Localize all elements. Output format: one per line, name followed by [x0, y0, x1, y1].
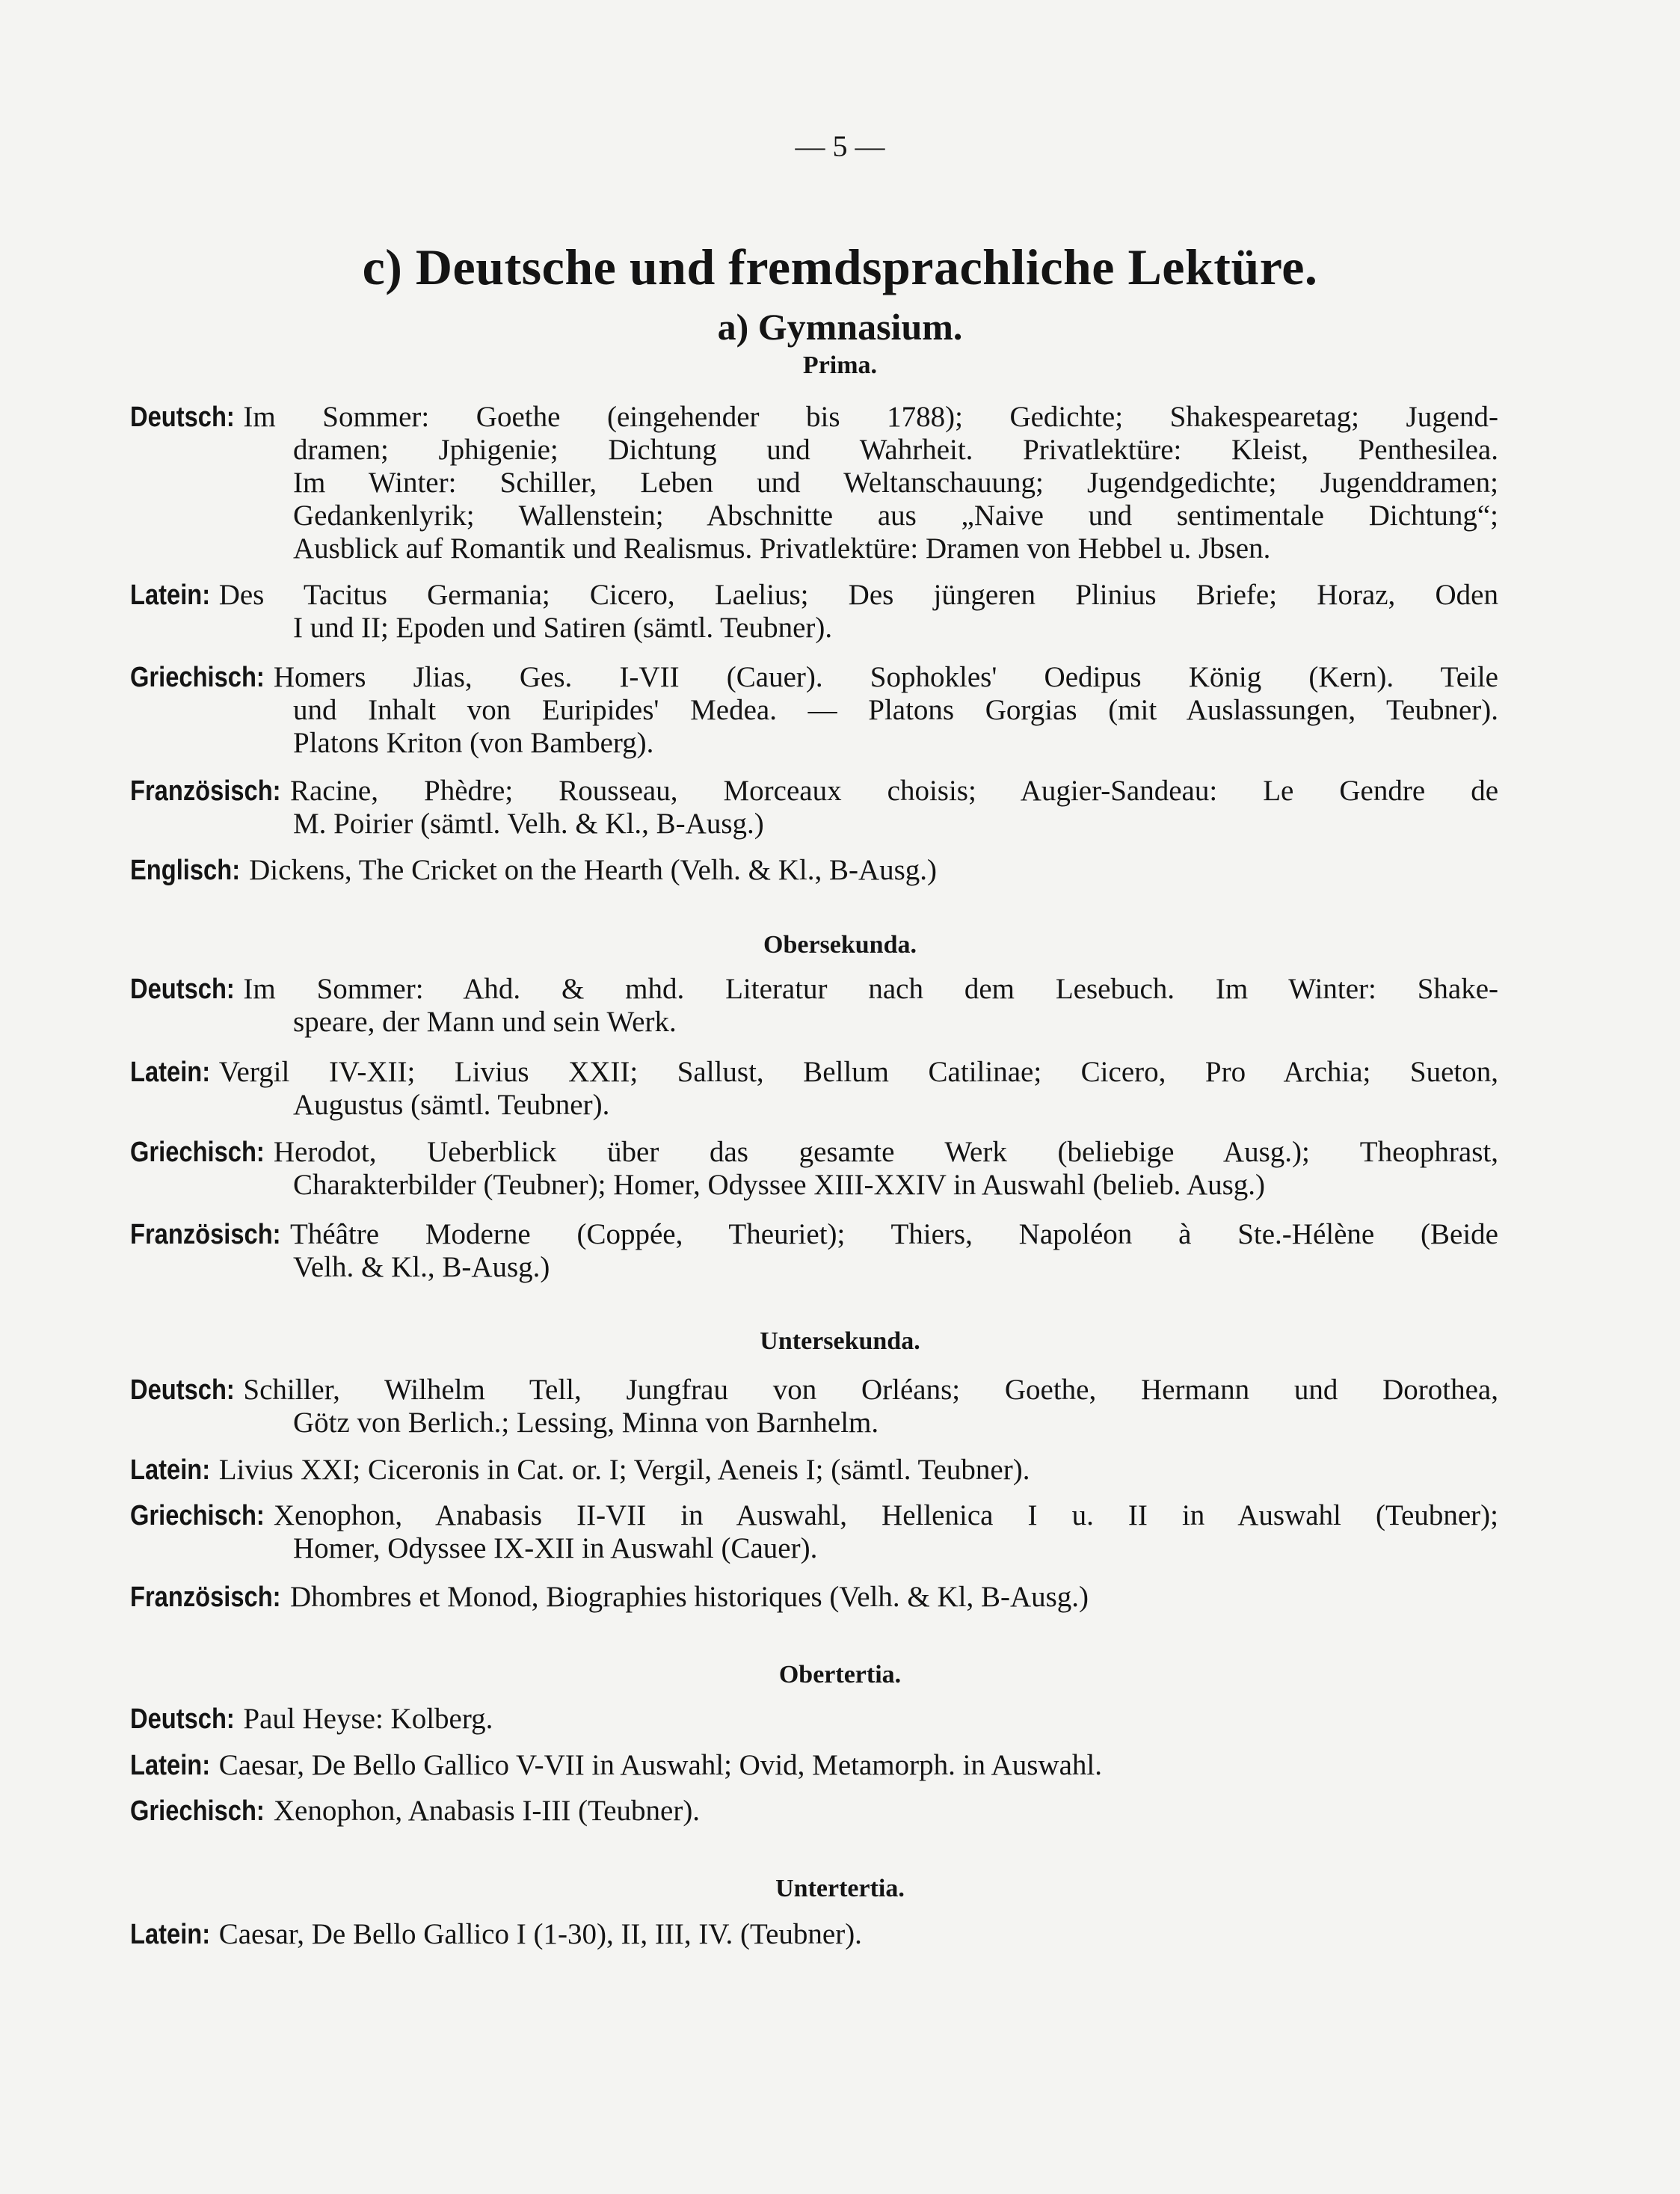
subject-label: Französisch: — [130, 1219, 281, 1250]
subject-label: Latein: — [130, 1454, 211, 1486]
subject-label: Latein: — [130, 1750, 211, 1781]
reading-text: Homers Jlias, Ges. I-VII (Cauer). Sophokles' Oedipus König (Kern). Teile — [273, 661, 1498, 693]
reading-text: Im Sommer: Goethe (eingehender bis 1788); Gedichte; Shakespearetag; Jugend- — [243, 401, 1498, 433]
reading-text: Vergil IV-XII; Livius XXII; Sallust, Bellum Catilinae; Cicero, Pro Archia; Sueton, — [218, 1056, 1498, 1088]
class-heading: Obertertia. — [778, 1661, 902, 1688]
reading-text: I und II; Epoden und Satiren (sämtl. Teubner). — [293, 612, 833, 644]
subject-entry — [130, 1795, 1498, 1828]
reading-text: Dickens, The Cricket on the Hearth (Velh. & Kl., B-Ausg.) — [249, 854, 938, 886]
reading-text: Caesar, De Bello Gallico V-VII in Auswahl; Ovid, Metamorph. in Auswahl. — [218, 1749, 1102, 1781]
subject-label: Deutsch: — [130, 974, 235, 1005]
reading-text: Ausblick auf Romantik und Realismus. Privatlektüre: Dramen von Hebbel u. Jbsen. — [293, 532, 1271, 565]
reading-text: Götz von Berlich.; Lessing, Minna von Barnhelm. — [293, 1407, 879, 1439]
subject-label: Latein: — [130, 580, 211, 611]
subsection-title: a) Gymnasium. — [717, 306, 963, 348]
subject-entry — [130, 1703, 1498, 1736]
subject-entry — [130, 1499, 1498, 1565]
subject-entry — [130, 401, 1498, 565]
reading-text: Herodot, Ueberblick über das gesamte Werk (beliebige Ausg.); Theophrast, — [273, 1136, 1498, 1168]
subject-label: Griechisch: — [130, 1137, 265, 1168]
subject-entry — [130, 973, 1498, 1039]
subject-entry — [130, 1454, 1498, 1487]
subject-label: Deutsch: — [130, 1703, 235, 1735]
reading-text: Augustus (sämtl. Teubner). — [293, 1089, 610, 1121]
reading-text: Racine, Phèdre; Rousseau, Morceaux choisis; Augier-Sandeau: Le Gendre de — [289, 775, 1498, 807]
reading-text: Gedankenlyrik; Wallenstein; Abschnitte aus „Naive und sentimentale Dichtung“; — [293, 500, 1498, 532]
class-heading: Obersekunda. — [763, 931, 917, 959]
subject-entry — [130, 1918, 1498, 1951]
subject-entry — [130, 579, 1498, 645]
subject-label: Deutsch: — [130, 402, 235, 433]
subject-label: Griechisch: — [130, 1500, 265, 1531]
reading-text: Im Winter: Schiller, Leben und Weltanschauung; Jugendgedichte; Jugenddramen; — [293, 467, 1498, 499]
class-heading: Prima. — [802, 351, 878, 379]
reading-text: M. Poirier (sämtl. Velh. & Kl., B-Ausg.) — [293, 808, 764, 840]
subject-entry — [130, 1749, 1498, 1782]
reading-text: dramen; Jphigenie; Dichtung und Wahrheit. Privatlektüre: Kleist, Penthesilea. — [293, 434, 1498, 466]
subject-label: Deutsch: — [130, 1374, 235, 1406]
reading-text: Caesar, De Bello Gallico I (1-30), II, III, IV. (Teubner). — [218, 1918, 862, 1950]
reading-text: Schiller, Wilhelm Tell, Jungfrau von Orléans; Goethe, Hermann und Dorothea, — [243, 1374, 1498, 1406]
reading-text: Xenophon, Anabasis I-III (Teubner). — [273, 1795, 701, 1827]
reading-text: Paul Heyse: Kolberg. — [243, 1703, 493, 1735]
subject-entry — [130, 1218, 1498, 1284]
class-heading: Untersekunda. — [760, 1327, 920, 1355]
subject-label: Griechisch: — [130, 662, 265, 693]
subject-entry — [130, 1374, 1498, 1439]
section-title: c) Deutsche und fremdsprachliche Lektüre. — [362, 239, 1318, 295]
reading-text: Platons Kriton (von Bamberg). — [293, 727, 654, 759]
reading-text: Charakterbilder (Teubner); Homer, Odyssee XIII-XXIV in Auswahl (belieb. Ausg.) — [293, 1169, 1266, 1201]
subject-entry — [130, 854, 1498, 887]
subject-entry — [130, 775, 1498, 841]
reading-text: Livius XXI; Ciceronis in Cat. or. I; Vergil, Aeneis I; (sämtl. Teubner). — [218, 1454, 1030, 1486]
subject-label: Griechisch: — [130, 1795, 265, 1827]
subject-label: Latein: — [130, 1919, 211, 1950]
reading-text: speare, der Mann und sein Werk. — [293, 1006, 677, 1038]
reading-text: Théâtre Moderne (Coppée, Theuriet); Thiers, Napoléon à Ste.-Hélène (Beide — [289, 1218, 1498, 1250]
subject-entry — [130, 661, 1498, 760]
reading-text: Des Tacitus Germania; Cicero, Laelius; Des jüngeren Plinius Briefe; Horaz, Oden — [218, 579, 1498, 611]
page-number: — 5 — — [795, 129, 885, 163]
subject-label: Latein: — [130, 1057, 211, 1088]
reading-text: Xenophon, Anabasis II-VII in Auswahl, Hellenica I u. II in Auswahl (Teubner); — [273, 1499, 1498, 1531]
reading-text: Homer, Odyssee IX-XII in Auswahl (Cauer). — [293, 1532, 818, 1564]
class-heading: Untertertia. — [775, 1875, 905, 1902]
reading-text: Im Sommer: Ahd. & mhd. Literatur nach dem Lesebuch. Im Winter: Shake- — [243, 973, 1498, 1005]
subject-label: Englisch: — [130, 855, 241, 886]
subject-entry — [130, 1136, 1498, 1202]
subject-label: Französisch: — [130, 1582, 281, 1613]
reading-text: Dhombres et Monod, Biographies historiques (Velh. & Kl, B-Ausg.) — [289, 1581, 1089, 1613]
subject-entry — [130, 1581, 1498, 1614]
reading-text: und Inhalt von Euripides' Medea. — Platons Gorgias (mit Auslassungen, Teubner). — [293, 694, 1498, 726]
reading-text: Velh. & Kl., B-Ausg.) — [293, 1251, 550, 1283]
subject-entry — [130, 1056, 1498, 1122]
subject-label: Französisch: — [130, 775, 281, 807]
